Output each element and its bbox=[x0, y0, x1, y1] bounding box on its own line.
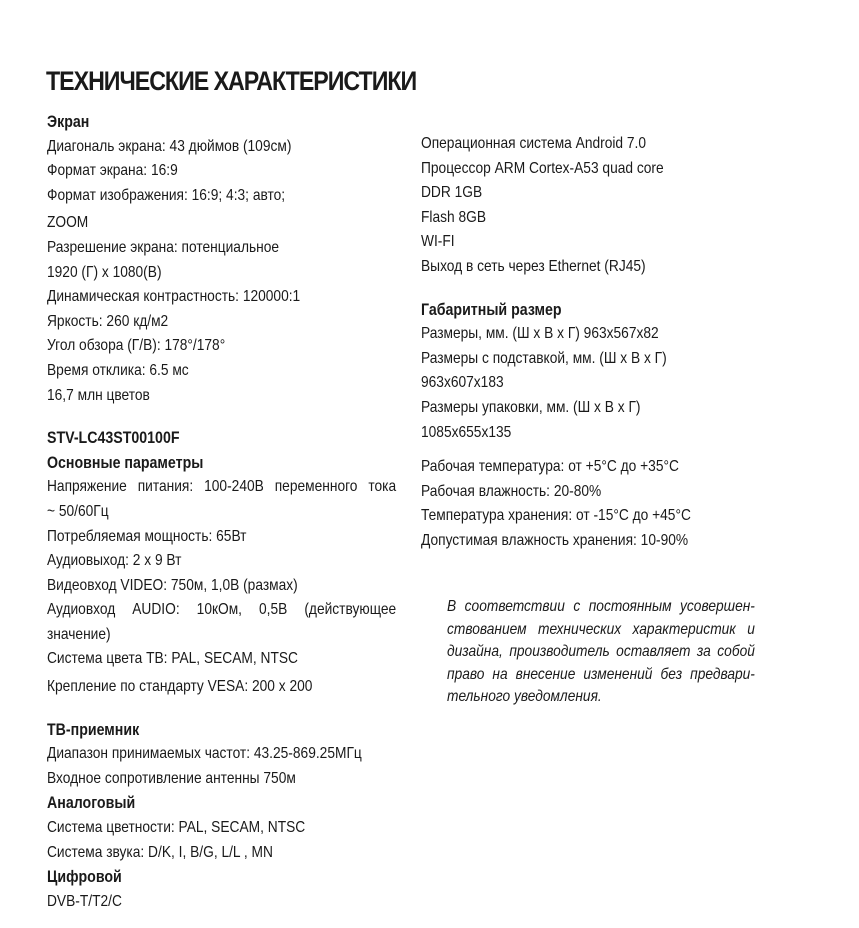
spec-line: Диагональ экрана: 43 дюймов (109см) bbox=[47, 137, 292, 155]
spec-line: WI-FI bbox=[421, 233, 455, 251]
right-column bbox=[421, 132, 801, 554]
spec-line: Температура хранения: от -15°С до +45°С bbox=[421, 507, 691, 525]
spec-line: Крепление по стандарту VESA: 200 x 200 bbox=[47, 678, 313, 696]
section-heading-dimensions: Габаритный размер bbox=[421, 300, 562, 319]
section-heading-tv: ТВ-приемник bbox=[47, 720, 140, 739]
spec-line: DVB-T/T2/C bbox=[47, 892, 122, 910]
spec-line: DDR 1GB bbox=[421, 184, 483, 202]
spec-line: Система звука: D/K, I, B/G, L/L , MN bbox=[47, 843, 273, 861]
spec-line: Система цветности: PAL, SECAM, NTSC bbox=[47, 819, 306, 837]
spec-line: 1085x655x135 bbox=[421, 423, 512, 441]
spec-line: 16,7 млн цветов bbox=[47, 386, 150, 404]
note-line: ствованием технических характеристик и bbox=[447, 620, 755, 638]
note-line: В соответствии с постоянным усовершен- bbox=[447, 598, 755, 615]
spec-line: значение) bbox=[47, 625, 111, 643]
spec-line: 1920 (Г) x 1080(В) bbox=[47, 263, 162, 281]
spec-line: Динамическая контрастность: 120000:1 bbox=[47, 288, 301, 306]
spec-line: Аудиовход AUDIO: 10кОм, 0,5В (действующее bbox=[47, 601, 397, 619]
spec-line: Выход в сеть через Ethernet (RJ45) bbox=[421, 257, 646, 275]
spec-line: Размеры с подставкой, мм. (Ш x В x Г) bbox=[421, 349, 667, 367]
page-title: ТЕХНИЧЕСКИЕ ХАРАКТЕРИСТИКИ bbox=[46, 66, 417, 96]
spec-line: Время отклика: 6.5 мс bbox=[47, 361, 189, 379]
spec-line: Формат изображения: 16:9; 4:3; авто; bbox=[47, 186, 286, 204]
spec-line: Напряжение питания: 100-240В переменного тока bbox=[47, 478, 397, 496]
spec-line: Разрешение экрана: потенциальное bbox=[47, 238, 280, 256]
note-line: право на внесение изменений без предвари- bbox=[447, 665, 755, 683]
spec-line: Размеры упаковки, мм. (Ш x В x Г) bbox=[421, 398, 641, 416]
spec-line: Яркость: 260 кд/м2 bbox=[47, 312, 169, 330]
spec-line: Входное сопротивление антенны 750м bbox=[47, 769, 296, 787]
spec-line: Процессор ARM Cortex-A53 quad core bbox=[421, 159, 664, 177]
spec-line: 963x607x183 bbox=[421, 374, 504, 392]
spec-line: Аудиовыход: 2 x 9 Вт bbox=[47, 552, 182, 570]
section-heading-analog: Аналоговый bbox=[47, 794, 136, 813]
spec-line: Допустимая влажность хранения: 10-90% bbox=[421, 531, 689, 549]
note-line: тельного уведомления. bbox=[447, 688, 602, 705]
spec-line: Flash 8GB bbox=[421, 208, 487, 226]
spec-line: ~ 50/60Гц bbox=[47, 502, 109, 520]
spec-line: Угол обзора (Г/В): 178°/178° bbox=[47, 337, 226, 355]
section-heading-digital: Цифровой bbox=[47, 868, 122, 887]
spec-line: Потребляемая мощность: 65Вт bbox=[47, 527, 247, 545]
spec-line: Формат экрана: 16:9 bbox=[47, 162, 178, 180]
model-number: STV-LC43ST00100F bbox=[47, 429, 180, 448]
spec-line: Видеовход VIDEO: 750м, 1,0В (размах) bbox=[47, 576, 298, 594]
spec-line: ZOOM bbox=[47, 214, 89, 232]
left-column bbox=[47, 110, 397, 914]
section-heading-main: Основные параметры bbox=[47, 453, 204, 472]
spec-line: Операционная система Android 7.0 bbox=[421, 135, 647, 152]
spec-line: Система цвета ТВ: PAL, SECAM, NTSC bbox=[47, 650, 298, 668]
spec-line: Рабочая температура: от +5°С до +35°С bbox=[421, 458, 679, 476]
spec-line: Диапазон принимаемых частот: 43.25-869.25МГц bbox=[47, 745, 362, 763]
note-line: дизайна, производитель оставляет за собой bbox=[447, 643, 755, 660]
spec-line: Размеры, мм. (Ш x В x Г) 963x567x82 bbox=[421, 325, 659, 343]
spec-line: Рабочая влажность: 20-80% bbox=[421, 482, 602, 500]
section-heading-screen: Экран bbox=[47, 113, 90, 131]
disclaimer-note bbox=[447, 596, 755, 709]
